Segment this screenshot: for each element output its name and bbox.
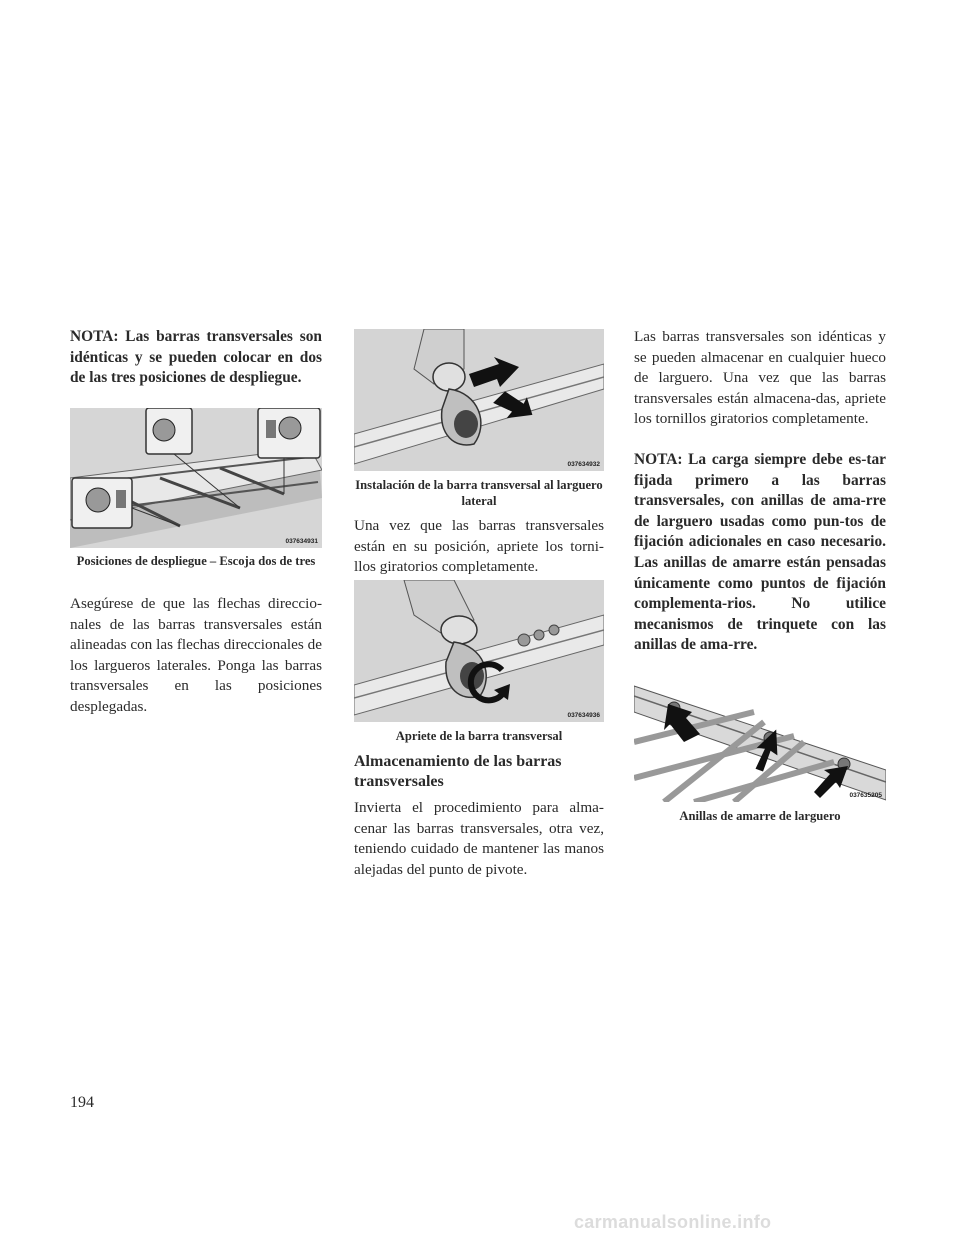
paragraph-align-arrows: Asegúrese de que las flechas direccio-nales de las barras transversales están alineadas con las flechas direccionales de los largueros laterales. Ponga las barras transversales en las posiciones desplegadas. (70, 595, 322, 715)
crossbar-positions-illustration (70, 408, 322, 548)
figure-code: 037634931 (285, 538, 318, 545)
tie-down-loops-illustration (634, 682, 886, 802)
caption-crossbar-install: Instalación de la barra transversal al larguero lateral (355, 478, 603, 508)
caption-tie-down-loops: Anillas de amarre de larguero (679, 809, 841, 823)
figure-crossbar-tighten (354, 580, 604, 722)
figure-code: 037635205 (849, 792, 882, 799)
note-1: NOTA: Las barras transversales son idénticas y se pueden colocar en dos de las tres posiciones de despliegue. (70, 328, 322, 387)
note-2: NOTA: La carga siempre debe es-tar fijada primero a las barras transversales, con anillas de ama-rre de larguero usadas como pun-tos de fijación adicionales en caso necesario. Las anillas de amarre están pensadas únicamente como puntos de fijación complementa-rios. No utilice mecanismos de trinquete con las anillas de ama-rre. (634, 451, 886, 654)
page-number: 194 (70, 1094, 94, 1111)
figure-code: 037634932 (567, 461, 600, 468)
paragraph-storage-slots: Las barras transversales son idénticas y se pueden almacenar en cualquier hueco de larguero. Una vez que las barras transversales están almacena-das, apriete los tornillos giratorios completamente. (634, 328, 886, 428)
paragraph-tighten-screws: Una vez que las barras transversales están en su posición, apriete los torni-llos giratorios completamente. (354, 517, 604, 576)
watermark: carmanualsonline.info (574, 1212, 772, 1232)
figure-tie-down-loops (634, 682, 886, 802)
caption-deployment-positions: Posiciones de despliegue – Escoja dos de tres (76, 554, 316, 568)
section-heading-storage: Almacenamiento de las barras transversales (354, 753, 562, 790)
figure-code: 037634936 (567, 712, 600, 719)
crossbar-install-illustration (354, 329, 604, 471)
crossbar-tighten-illustration (354, 580, 604, 722)
figure-deployment-positions (70, 408, 322, 548)
paragraph-storage-procedure: Invierta el procedimiento para alma-cenar las barras transversales, otra vez, teniendo cuidado de mantener las manos alejadas del punto de pivote. (354, 799, 604, 878)
caption-crossbar-tighten: Apriete de la barra transversal (395, 729, 563, 743)
figure-crossbar-install (354, 329, 604, 471)
